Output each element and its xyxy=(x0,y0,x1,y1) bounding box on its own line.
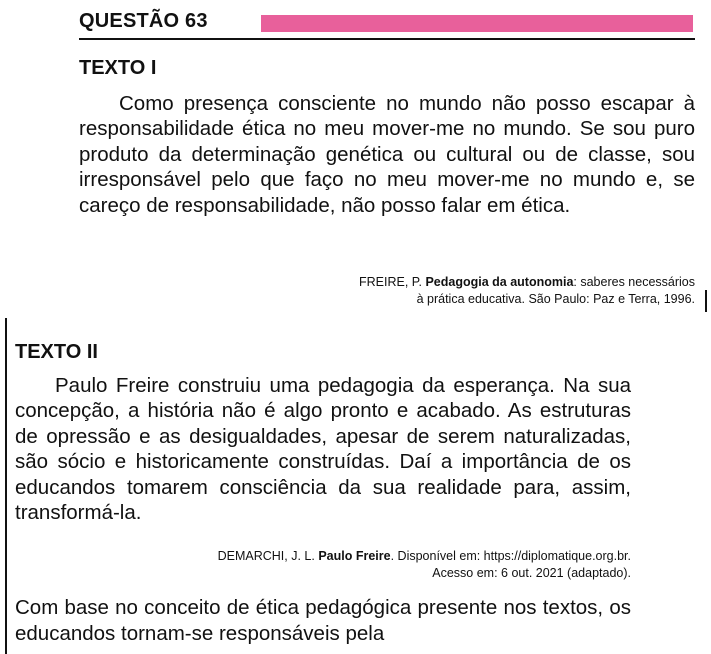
texto-1-source-work: Pedagogia da autonomia xyxy=(425,275,574,289)
texto-1-source-author: FREIRE, P. xyxy=(359,275,422,289)
texto-2-source-work: Paulo Freire xyxy=(318,549,391,563)
texto-1-margin-line xyxy=(705,290,707,312)
texto-2-source xyxy=(111,548,631,582)
question-header xyxy=(79,10,695,44)
texto-2-paragraph: Paulo Freire construiu uma pedagogia da esperança. Na sua concepção, a história não é algo pronto e acabado. As estruturas de opressão e as desigualdades, apesar de serem naturalizadas, são sócio e historicamente construídas. Daí a importância de os educandos tomarem consciência da sua realidade para, assim, transformá-la. xyxy=(15,374,631,525)
texto-2-source-rest: . Disponível em: https://diplomatique.org.br. xyxy=(390,549,631,563)
texto-1-body xyxy=(79,91,695,218)
texto-2-source-line2: Acesso em: 6 out. 2021 (adaptado). xyxy=(432,566,631,580)
texto-1-paragraph: Como presença consciente no mundo não posso escapar à responsabilidade ética no meu mover-me no mundo. Se sou puro produto da determinação genética ou cultural ou de classe, sou irresponsável pelo que faço no meu mover-me no mundo e, se careço de responsabilidade, não posso falar em ética. xyxy=(79,92,695,217)
texto-2-source-author: DEMARCHI, J. L. xyxy=(217,549,315,563)
header-accent-bar xyxy=(261,15,693,32)
texto-1-source-line1 xyxy=(255,274,695,291)
texto-2-title: TEXTO II xyxy=(15,341,98,363)
header-rule xyxy=(79,38,695,40)
question-stem: Com base no conceito de ética pedagógica presente nos textos, os educandos tornam-se responsáveis pela xyxy=(15,596,631,645)
question-number: QUESTÃO 63 xyxy=(79,10,208,32)
texto-1-source-line2: à prática educativa. São Paulo: Paz e Terra, 1996. xyxy=(416,292,695,306)
texto-2-margin-line xyxy=(5,318,7,654)
texto-1-title: TEXTO I xyxy=(79,57,157,79)
texto-2-body xyxy=(15,373,631,525)
texto-2-source-line1 xyxy=(111,548,631,565)
texto-1-source-rest: : saberes necessários xyxy=(573,275,695,289)
texto-1-source xyxy=(255,274,695,308)
